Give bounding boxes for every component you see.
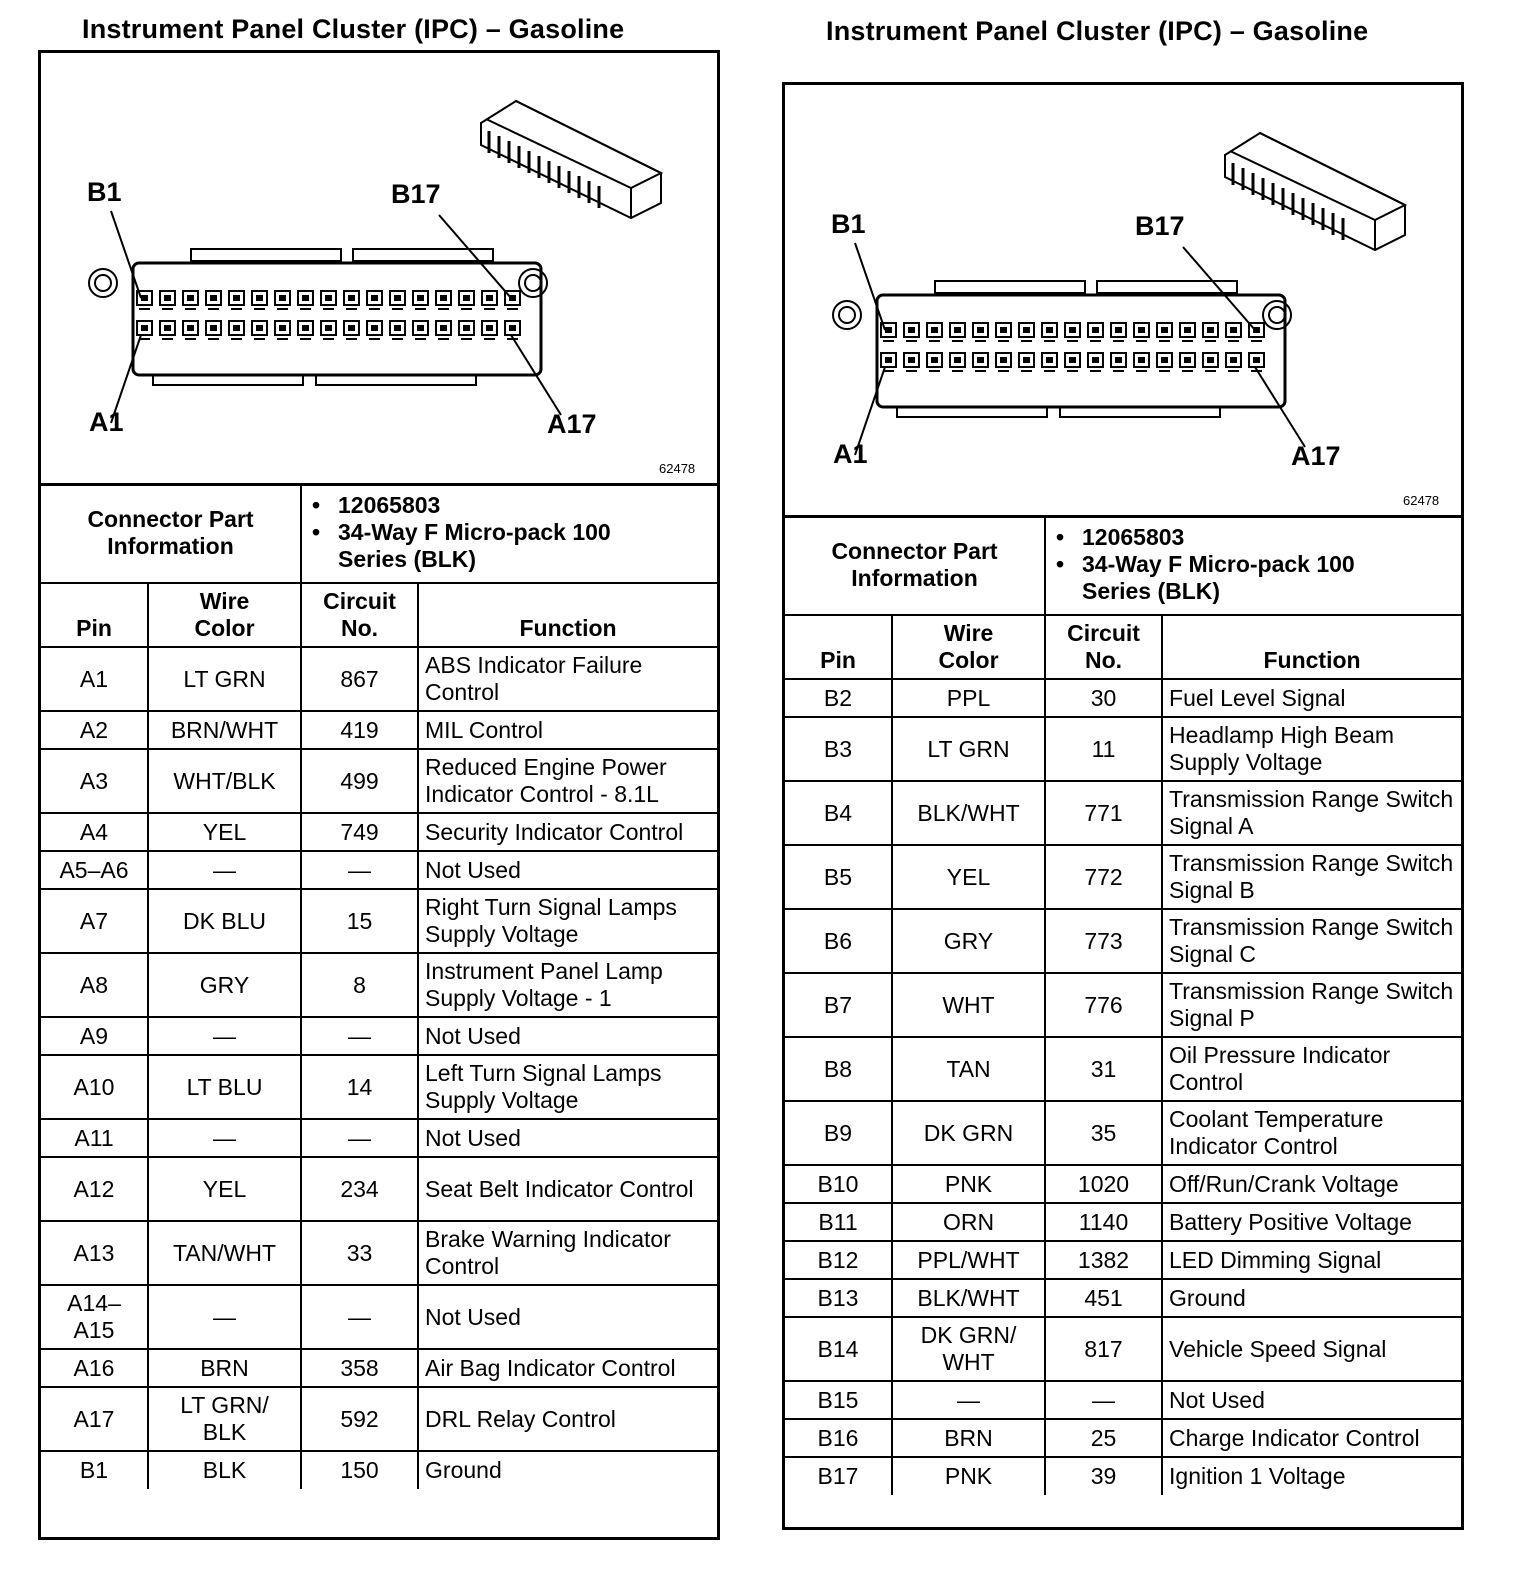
pin-cell: B14 [785, 1317, 892, 1381]
wire-color-cell: GRY [148, 953, 301, 1017]
function-cell: Battery Positive Voltage [1162, 1203, 1461, 1241]
label-a1: A1 [89, 407, 124, 437]
pin-cell: A8 [41, 953, 148, 1017]
table-row [41, 813, 717, 851]
table-row [785, 1203, 1461, 1241]
circuit-number-cell: 234 [301, 1157, 418, 1221]
pin-cell: A11 [41, 1119, 148, 1157]
circuit-number-cell: 749 [301, 813, 418, 851]
pin-cell: A17 [41, 1387, 148, 1451]
table-row [785, 1101, 1461, 1165]
label-a1: A1 [833, 439, 868, 469]
circuit-number-cell: 771 [1045, 781, 1162, 845]
circuit-number-cell: 14 [301, 1055, 418, 1119]
function-cell: Not Used [418, 851, 717, 889]
circuit-number-cell: 150 [301, 1451, 418, 1489]
function-cell: Brake Warning Indicator Control [418, 1221, 717, 1285]
table-row [785, 1165, 1461, 1203]
table-row [41, 1119, 717, 1157]
pin-cell: B1 [41, 1451, 148, 1489]
table-row [41, 749, 717, 813]
wire-color-cell: WHT [892, 973, 1045, 1037]
label-a17: A17 [547, 409, 597, 439]
wire-color-cell: LT GRN [892, 717, 1045, 781]
wire-color-cell: — [148, 1017, 301, 1055]
perspective-connector-icon [481, 101, 661, 218]
table-row [785, 1381, 1461, 1419]
header-wire-color: Wire Color [892, 615, 1045, 679]
header-function: Function [1162, 615, 1461, 679]
wire-color-cell: BRN/WHT [148, 711, 301, 749]
circuit-number-cell: 15 [301, 889, 418, 953]
circuit-number-cell: — [301, 1285, 418, 1349]
wire-color-cell: — [148, 1119, 301, 1157]
figure-number: 62478 [659, 461, 696, 476]
perspective-connector-icon [1225, 133, 1405, 250]
pin-cell: A16 [41, 1349, 148, 1387]
pin-cell: B13 [785, 1279, 892, 1317]
circuit-number-cell: 8 [301, 953, 418, 1017]
table-row [785, 845, 1461, 909]
wire-color-cell: — [892, 1381, 1045, 1419]
wire-color-cell: DK GRN [892, 1101, 1045, 1165]
wire-color-cell: BLK [148, 1451, 301, 1489]
wire-color-cell: BRN [892, 1419, 1045, 1457]
connector-info-row [785, 515, 1461, 615]
circuit-number-cell: 358 [301, 1349, 418, 1387]
table-row [785, 1241, 1461, 1279]
wire-color-cell: LT GRN/ BLK [148, 1387, 301, 1451]
wire-color-cell: — [148, 1285, 301, 1349]
pin-cell: B2 [785, 679, 892, 717]
table-row [785, 1457, 1461, 1495]
function-cell: Transmission Range Switch Signal A [1162, 781, 1461, 845]
table-row [785, 1419, 1461, 1457]
function-cell: Ignition 1 Voltage [1162, 1457, 1461, 1495]
pin-cell: A2 [41, 711, 148, 749]
table-row [41, 1349, 717, 1387]
wire-color-cell: PPL [892, 679, 1045, 717]
right-pin-table [785, 515, 1461, 1495]
table-row [41, 1055, 717, 1119]
pin-cell: B7 [785, 973, 892, 1037]
function-cell: Security Indicator Control [418, 813, 717, 851]
pin-cell: A3 [41, 749, 148, 813]
circuit-number-cell: 25 [1045, 1419, 1162, 1457]
pin-cell: A13 [41, 1221, 148, 1285]
pin-cell: A1 [41, 647, 148, 711]
wire-color-cell: YEL [148, 1157, 301, 1221]
connector-info-values [1045, 515, 1461, 615]
pin-cell: B9 [785, 1101, 892, 1165]
connector-info-row [41, 483, 717, 583]
right-connector-diagram [785, 85, 1461, 518]
function-cell: Off/Run/Crank Voltage [1162, 1165, 1461, 1203]
function-cell: Right Turn Signal Lamps Supply Voltage [418, 889, 717, 953]
left-pin-table [41, 483, 717, 1489]
function-cell: Reduced Engine Power Indicator Control - 8.1L [418, 749, 717, 813]
table-row [785, 1037, 1461, 1101]
wire-color-cell: YEL [892, 845, 1045, 909]
circuit-number-cell: 33 [301, 1221, 418, 1285]
wire-color-cell: YEL [148, 813, 301, 851]
connector-description: • 34-Way F Micro-pack 100 Series (BLK) [1082, 551, 1455, 605]
function-cell: Transmission Range Switch Signal B [1162, 845, 1461, 909]
table-row [41, 889, 717, 953]
connector-illustration [785, 85, 1461, 515]
leader-line-b1 [111, 211, 141, 298]
table-row [41, 1285, 717, 1349]
table-row [785, 717, 1461, 781]
circuit-number-cell: 31 [1045, 1037, 1162, 1101]
circuit-number-cell: 419 [301, 711, 418, 749]
header-pin: Pin [41, 583, 148, 647]
circuit-number-cell: 772 [1045, 845, 1162, 909]
wire-color-cell: — [148, 851, 301, 889]
wire-color-cell: DK BLU [148, 889, 301, 953]
header-pin: Pin [785, 615, 892, 679]
label-b17: B17 [1135, 211, 1185, 241]
function-cell: Seat Belt Indicator Control [418, 1157, 717, 1221]
circuit-number-cell: — [301, 1119, 418, 1157]
pin-cell: B10 [785, 1165, 892, 1203]
table-row [41, 647, 717, 711]
function-cell: Ground [418, 1451, 717, 1489]
pin-cell: A12 [41, 1157, 148, 1221]
table-row [785, 781, 1461, 845]
circuit-number-cell: 451 [1045, 1279, 1162, 1317]
wire-color-cell: LT GRN [148, 647, 301, 711]
header-circuit-no: Circuit No. [301, 583, 418, 647]
circuit-number-cell: 1382 [1045, 1241, 1162, 1279]
function-cell: Oil Pressure Indicator Control [1162, 1037, 1461, 1101]
pin-cell: B8 [785, 1037, 892, 1101]
table-row [41, 1157, 717, 1221]
connector-description: • 34-Way F Micro-pack 100 Series (BLK) [338, 519, 711, 573]
connector-body-icon [833, 281, 1291, 417]
function-cell: Vehicle Speed Signal [1162, 1317, 1461, 1381]
right-panel [760, 0, 1520, 1582]
connector-info-label: Connector Part Information [785, 515, 1045, 615]
pin-cell: B3 [785, 717, 892, 781]
circuit-number-cell: 773 [1045, 909, 1162, 973]
function-cell: DRL Relay Control [418, 1387, 717, 1451]
table-row [41, 851, 717, 889]
function-cell: Coolant Temperature Indicator Control [1162, 1101, 1461, 1165]
function-cell: ABS Indicator Failure Control [418, 647, 717, 711]
leader-line-b1 [855, 243, 885, 330]
function-cell: Fuel Level Signal [1162, 679, 1461, 717]
function-cell: Not Used [1162, 1381, 1461, 1419]
right-connector-frame [782, 82, 1464, 1530]
function-cell: Not Used [418, 1119, 717, 1157]
connector-info-values [301, 483, 717, 583]
connector-illustration [41, 53, 717, 483]
circuit-number-cell: 499 [301, 749, 418, 813]
wire-color-cell: PPL/WHT [892, 1241, 1045, 1279]
pin-cell: A7 [41, 889, 148, 953]
label-b1: B1 [87, 177, 122, 207]
wire-color-cell: BLK/WHT [892, 1279, 1045, 1317]
table-row [41, 1221, 717, 1285]
pin-cell: A5–A6 [41, 851, 148, 889]
wire-color-cell: ORN [892, 1203, 1045, 1241]
table-header-row [785, 615, 1461, 679]
circuit-number-cell: 776 [1045, 973, 1162, 1037]
wire-color-cell: TAN [892, 1037, 1045, 1101]
table-row [41, 711, 717, 749]
table-header-row [41, 583, 717, 647]
function-cell: Air Bag Indicator Control [418, 1349, 717, 1387]
pin-cell: A9 [41, 1017, 148, 1055]
circuit-number-cell: — [301, 1017, 418, 1055]
pin-cell: B16 [785, 1419, 892, 1457]
pin-cell: B5 [785, 845, 892, 909]
left-panel-title: Instrument Panel Cluster (IPC) – Gasoline [82, 14, 625, 44]
circuit-number-cell: 592 [301, 1387, 418, 1451]
pin-cell: A4 [41, 813, 148, 851]
circuit-number-cell: 1020 [1045, 1165, 1162, 1203]
table-row [785, 679, 1461, 717]
wire-color-cell: DK GRN/ WHT [892, 1317, 1045, 1381]
circuit-number-cell: 39 [1045, 1457, 1162, 1495]
pin-cell: B12 [785, 1241, 892, 1279]
header-circuit-no: Circuit No. [1045, 615, 1162, 679]
function-cell: Transmission Range Switch Signal P [1162, 973, 1461, 1037]
left-connector-frame [38, 50, 720, 1540]
wire-color-cell: TAN/WHT [148, 1221, 301, 1285]
function-cell: Headlamp High Beam Supply Voltage [1162, 717, 1461, 781]
circuit-number-cell: — [1045, 1381, 1162, 1419]
pin-cell: A10 [41, 1055, 148, 1119]
circuit-number-cell: — [301, 851, 418, 889]
header-wire-color: Wire Color [148, 583, 301, 647]
table-row [785, 1279, 1461, 1317]
circuit-number-cell: 867 [301, 647, 418, 711]
function-cell: LED Dimming Signal [1162, 1241, 1461, 1279]
function-cell: Transmission Range Switch Signal C [1162, 909, 1461, 973]
label-b1: B1 [831, 209, 866, 239]
table-row [785, 1317, 1461, 1381]
right-panel-title: Instrument Panel Cluster (IPC) – Gasoline [826, 16, 1369, 46]
wire-color-cell: PNK [892, 1165, 1045, 1203]
circuit-number-cell: 817 [1045, 1317, 1162, 1381]
pin-cell: B4 [785, 781, 892, 845]
label-a17: A17 [1291, 441, 1341, 471]
figure-number: 62478 [1403, 493, 1440, 508]
left-connector-diagram [41, 53, 717, 486]
table-row [41, 1387, 717, 1451]
table-row [785, 973, 1461, 1037]
wire-color-cell: WHT/BLK [148, 749, 301, 813]
circuit-number-cell: 11 [1045, 717, 1162, 781]
connector-info-label: Connector Part Information [41, 483, 301, 583]
circuit-number-cell: 1140 [1045, 1203, 1162, 1241]
wire-color-cell: BLK/WHT [892, 781, 1045, 845]
pin-cell: B17 [785, 1457, 892, 1495]
wire-color-cell: LT BLU [148, 1055, 301, 1119]
function-cell: Not Used [418, 1285, 717, 1349]
connector-body-icon [89, 249, 547, 385]
circuit-number-cell: 35 [1045, 1101, 1162, 1165]
table-row [785, 909, 1461, 973]
wire-color-cell: GRY [892, 909, 1045, 973]
table-row [41, 953, 717, 1017]
pin-cell: A14– A15 [41, 1285, 148, 1349]
wire-color-cell: PNK [892, 1457, 1045, 1495]
wire-color-cell: BRN [148, 1349, 301, 1387]
function-cell: Ground [1162, 1279, 1461, 1317]
pin-cell: B11 [785, 1203, 892, 1241]
header-function: Function [418, 583, 717, 647]
function-cell: Charge Indicator Control [1162, 1419, 1461, 1457]
table-row [41, 1451, 717, 1489]
part-number: • 12065803 [338, 492, 711, 519]
function-cell: Left Turn Signal Lamps Supply Voltage [418, 1055, 717, 1119]
function-cell: MIL Control [418, 711, 717, 749]
circuit-number-cell: 30 [1045, 679, 1162, 717]
part-number: • 12065803 [1082, 524, 1455, 551]
function-cell: Instrument Panel Lamp Supply Voltage - 1 [418, 953, 717, 1017]
function-cell: Not Used [418, 1017, 717, 1055]
pin-cell: B15 [785, 1381, 892, 1419]
label-b17: B17 [391, 179, 441, 209]
table-row [41, 1017, 717, 1055]
pin-cell: B6 [785, 909, 892, 973]
